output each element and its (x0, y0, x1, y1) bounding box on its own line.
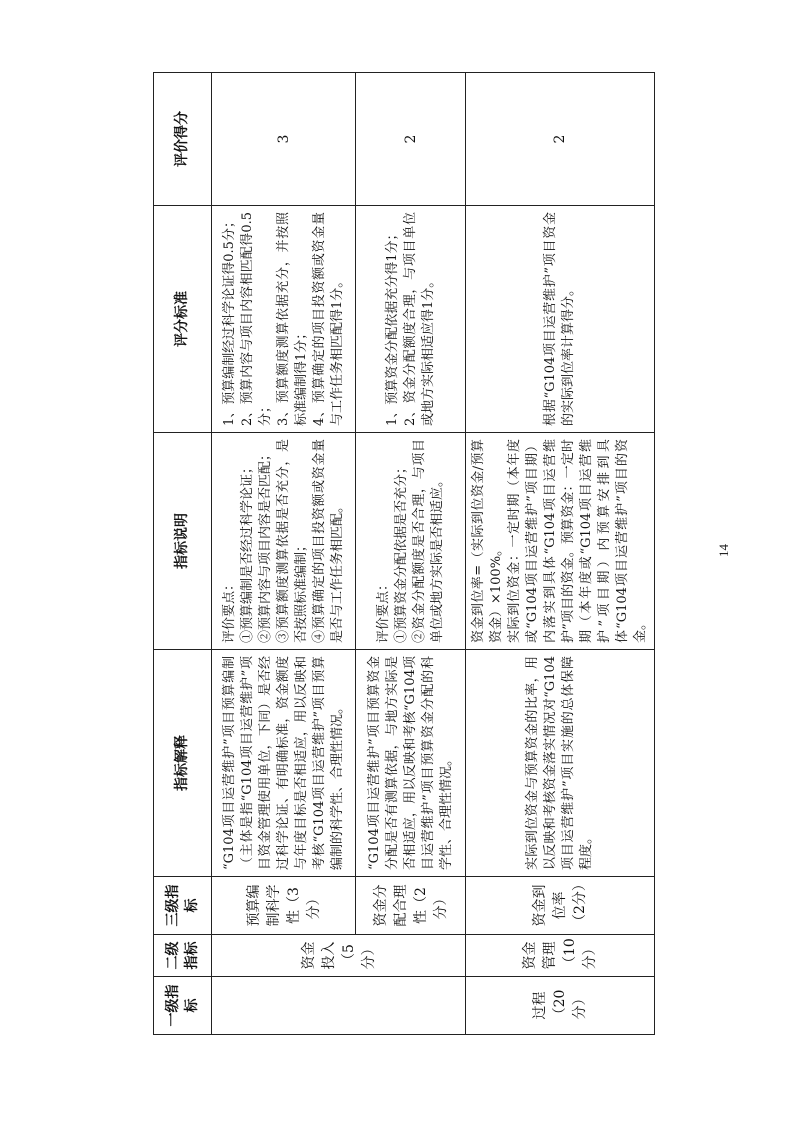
interpretation-cell: “G104项目运营维护”项目预算编制（主体是指“G104项目运营维护”项目资金管理使用单位，下同）是否经过科学论证、有明确标准，资金额度与年度目标是否相适应，用以反映和考核“G104项目运营维护”项目预算编制的科学性、合理性情况。 (212, 650, 356, 877)
description-cell: 评价要点： ①预算资金分配依据是否充分； ②资金分配额度是否合理，与项目单位或地方实际是否相适应。 (356, 433, 466, 650)
level1-cell-empty (212, 977, 466, 1035)
page-number: 14 (716, 544, 731, 557)
header-level1: 一级指标 (154, 977, 212, 1035)
description-cell: 资金到位率=（实际到位资金/预算资金）×100%。 实际到位资金：一定时期（本年度或“G104项目运营维护”项目期）内落实到具体“G104项目运营维护”项目的资金。预算资金：一定时期（本年度或“G104项目运营维护”项目期）内预算安排到具体“G104项目运营维护”项目的资金。 (466, 433, 655, 650)
description-cell: 评价要点： ①预算编制是否经过科学论证； ②预算内容与项目内容是否匹配； ③预算额度测算依据是否充分，是否按照标准编制； ④预算确定的项目投资额或资金量是否与工作任务相匹配。 (212, 433, 356, 650)
header-row (154, 73, 212, 1035)
interpretation-cell: 实际到位资金与预算资金的比率，用以反映和考核资金落实情况对“G104项目运营维护”项目实施的总体保障程度。 (466, 650, 655, 877)
level3-cell: 资金到位率（2分） (466, 877, 655, 935)
level2-cell: 资金管理（10分） (466, 935, 655, 977)
score-cell: 2 (466, 73, 655, 206)
score-cell: 3 (212, 73, 356, 206)
criteria-cell: 1、预算编制经过科学论证得0.5分； 2、预算内容与项目内容相匹配得0.5分； 3、预算额度测算依据充分，并按照标准编制得1分； 4、预算确定的项目投资额或资金量与工作任务相匹配得1分。 (212, 206, 356, 433)
criteria-cell: 根据“G104项目运营维护”项目资金的实际到位率计算得分。 (466, 206, 655, 433)
table-row (356, 73, 466, 1035)
criteria-cell: 1、预算资金分配依据充分得1分； 2、资金分配额度合理，与项目单位或地方实际相适应得1分。 (356, 206, 466, 433)
level2-cell: 资金投入（5分） (212, 935, 466, 977)
level3-cell: 预算编制科学性（3分） (212, 877, 356, 935)
level3-cell: 资金分配合理性（2分） (356, 877, 466, 935)
header-score: 评价得分 (154, 73, 212, 206)
table-row (466, 73, 655, 1035)
header-level3: 三级指标 (154, 877, 212, 935)
header-criteria: 评分标准 (154, 206, 212, 433)
interpretation-cell: “G104项目运营维护”项目预算资金分配是否有测算依据，与地方实际是否相适应，用以反映和考核“G104项目运营维护”项目预算资金分配的科学性、合理性情况。 (356, 650, 466, 877)
evaluation-table (153, 72, 655, 1035)
table-row (212, 73, 356, 1035)
header-level2: 二级指标 (154, 935, 212, 977)
header-description: 指标说明 (154, 433, 212, 650)
level1-cell: 过程（20分） (466, 977, 655, 1035)
score-cell: 2 (356, 73, 466, 206)
header-interpretation: 指标解释 (154, 650, 212, 877)
